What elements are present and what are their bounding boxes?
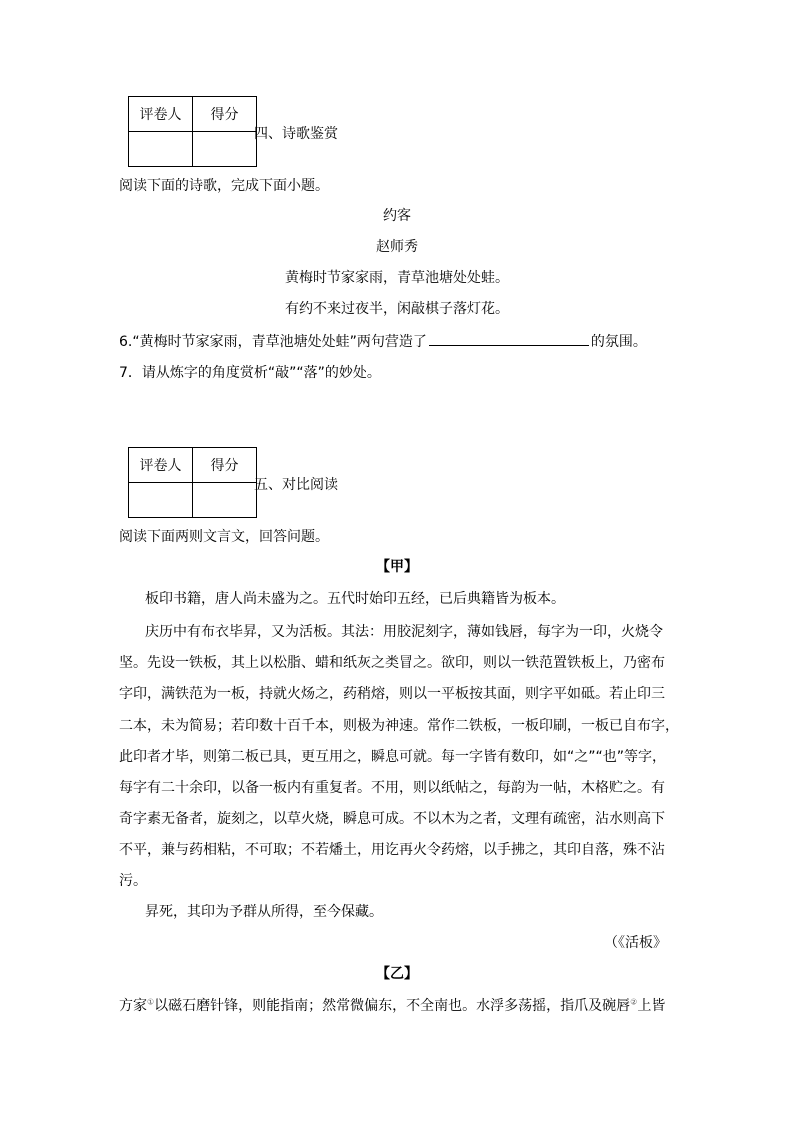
- paragraph-2-line-9: 污。: [119, 873, 147, 889]
- score-cell[interactable]: [193, 132, 257, 167]
- paragraph-2-line-3: 字印，满铁范为一板，持就火炀之，药稍熔，则以一平板按其面，则字平如砥。若止印三: [119, 686, 665, 702]
- paragraph-2-line-2: 坚。先设一铁板，其上以松脂、蜡和纸灰之类冒之。欲印，则以一铁范置铁板上，乃密布: [119, 655, 665, 671]
- paragraph-1: 板印书籍，唐人尚未盛为之。五代时始印五经，已后典籍皆为板本。: [145, 591, 565, 607]
- paragraph-2-line-7: 奇字素无备者，旋刻之，以草火烧，瞬息可成。不以木为之者，文理有疏密，沾水则高下: [119, 811, 665, 827]
- score-cell[interactable]: [193, 483, 257, 518]
- instruction-5: 阅读下面两则文言文，回答问题。: [119, 529, 329, 545]
- question-6-suffix: 的氛围。: [590, 334, 647, 350]
- paragraph-2-line-5: 此印者才毕，则第二板已具，更互用之，瞬息可就。每一字皆有数印，如“之”“也”等字，: [119, 749, 667, 765]
- score-header: 得分: [193, 97, 257, 132]
- section-title-4: 四、诗歌鉴赏: [254, 126, 338, 142]
- question-6-prefix: 6.“黄梅时节家家雨，青草池塘处处蛙”两句营造了: [119, 334, 427, 350]
- footnote-2[interactable]: ②: [630, 997, 638, 1007]
- answer-blank[interactable]: [429, 333, 589, 346]
- paragraph-2-line-6: 每字有二十余印，以备一板内有重复者。不用，则以纸帖之，每韵为一帖，木格贮之。有: [119, 780, 665, 796]
- grader-header: 评卷人: [129, 97, 193, 132]
- footnote-1[interactable]: ①: [147, 997, 155, 1007]
- grader-cell[interactable]: [129, 483, 193, 518]
- source-citation: （《活板》: [604, 935, 667, 951]
- score-table-4: [128, 96, 257, 167]
- passage-yi-label: 【乙】: [376, 966, 418, 982]
- question-7: 7．请从炼字的角度赏析“敲”“落”的妙处。: [119, 365, 381, 381]
- poem-line-1: 黄梅时节家家雨，青草池塘处处蛙。: [285, 270, 509, 286]
- score-table-5: [128, 447, 257, 518]
- passage-yi-line-1: [119, 995, 665, 1015]
- yi-text-c: 上皆: [637, 998, 666, 1014]
- section-title-5: 五、对比阅读: [254, 477, 338, 493]
- yi-text-b: 以磁石磨针锋，则能指南；然常微偏东，不全南也。水浮多荡摇，指爪及碗唇: [154, 998, 631, 1014]
- grader-header: 评卷人: [129, 448, 193, 483]
- poem-line-2: 有约不来过夜半，闲敲棋子落灯花。: [285, 301, 509, 317]
- yi-text-a: 方家: [119, 998, 147, 1014]
- passage-jia-label: 【甲】: [376, 559, 418, 575]
- grader-cell[interactable]: [129, 132, 193, 167]
- instruction-4: 阅读下面的诗歌，完成下面小题。: [119, 178, 329, 194]
- poem-title: 约客: [383, 208, 411, 224]
- poem-author: 赵师秀: [376, 239, 418, 255]
- paragraph-2-line-1: 庆历中有布衣毕昇，又为活板。其法：用胶泥刻字，薄如钱唇，每字为一印，火烧令: [145, 624, 663, 640]
- paragraph-2-line-8: 不平，兼与药相粘，不可取；不若燔土，用讫再火令药熔，以手拂之，其印自落，殊不沾: [119, 842, 665, 858]
- question-6: [119, 331, 647, 351]
- paragraph-2-line-4: 二本，未为简易；若印数十百千本，则极为神速。常作二铁板，一板印刷，一板已自布字，: [119, 718, 679, 734]
- paragraph-3: 昇死，其印为予群从所得，至今保藏。: [145, 904, 383, 920]
- score-header: 得分: [193, 448, 257, 483]
